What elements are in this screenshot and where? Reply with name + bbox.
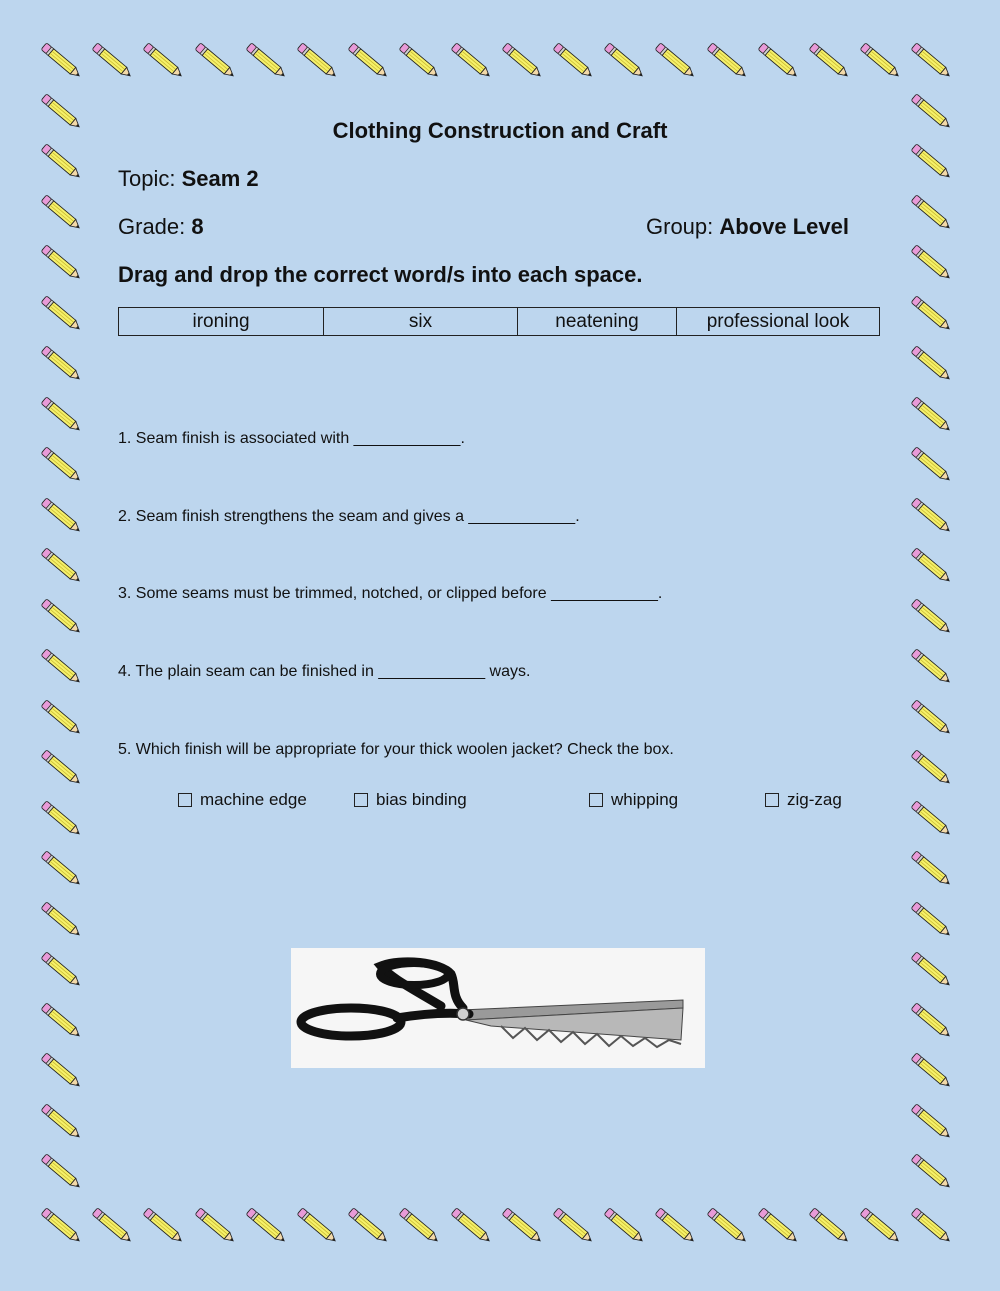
- option-label: zig-zag: [787, 790, 842, 809]
- grade-value: 8: [191, 214, 204, 239]
- pencil-icon: [757, 40, 809, 86]
- question-5: 5. Which finish will be appropriate for your thick woolen jacket? Check the box.: [118, 741, 674, 758]
- pencil-icon: [910, 545, 962, 591]
- pencil-icon: [910, 444, 962, 490]
- pencil-icon: [40, 1050, 92, 1096]
- pencil-icon: [603, 1205, 655, 1251]
- pencil-icon: [910, 1151, 962, 1197]
- pencil-icon: [347, 1205, 399, 1251]
- pencil-icon: [859, 40, 911, 86]
- pencil-icon: [910, 40, 962, 86]
- pencil-icon: [910, 899, 962, 945]
- pencil-icon: [398, 1205, 450, 1251]
- option-label: whipping: [611, 790, 679, 809]
- pencil-icon: [194, 1205, 246, 1251]
- pencil-icon: [40, 343, 92, 389]
- topic-value: Seam 2: [181, 166, 259, 191]
- pencil-icon: [40, 798, 92, 844]
- pencil-icon: [40, 848, 92, 894]
- pencil-icon: [40, 697, 92, 743]
- group-label: Group:: [646, 214, 714, 239]
- pencil-icon: [910, 646, 962, 692]
- group-value: Above Level: [719, 214, 849, 239]
- word-bank-item[interactable]: professional look: [677, 308, 880, 336]
- pencil-icon: [501, 40, 553, 86]
- pencil-icon: [40, 596, 92, 642]
- pencil-icon: [501, 1205, 553, 1251]
- pencil-icon: [40, 899, 92, 945]
- option-whipping[interactable]: [589, 790, 678, 810]
- pencil-icon: [40, 40, 92, 86]
- instruction: Drag and drop the correct word/s into each space.: [118, 262, 643, 287]
- grade-label: Grade:: [118, 214, 186, 239]
- pinking-shears-icon: [291, 948, 705, 1068]
- pencil-icon: [910, 596, 962, 642]
- pencil-icon: [40, 646, 92, 692]
- pencil-icon: [40, 141, 92, 187]
- pencil-icon: [296, 1205, 348, 1251]
- pencil-icon: [142, 1205, 194, 1251]
- pencil-icon: [40, 495, 92, 541]
- pencil-icon: [910, 848, 962, 894]
- option-zig-zag[interactable]: [765, 790, 842, 810]
- pencil-icon: [552, 40, 604, 86]
- pencil-icon: [450, 1205, 502, 1251]
- checkbox[interactable]: [589, 793, 603, 807]
- pencil-icon: [910, 343, 962, 389]
- checkbox[interactable]: [178, 793, 192, 807]
- pencil-icon: [398, 40, 450, 86]
- grade-line: [118, 214, 204, 240]
- pencil-icon: [910, 697, 962, 743]
- word-bank-item[interactable]: six: [324, 308, 518, 336]
- pencil-icon: [245, 1205, 297, 1251]
- pencil-icon: [91, 40, 143, 86]
- pencil-icon: [910, 192, 962, 238]
- pencil-icon: [245, 40, 297, 86]
- pencil-icon: [910, 394, 962, 440]
- pencil-icon: [910, 949, 962, 995]
- pencil-icon: [40, 1205, 92, 1251]
- option-label: machine edge: [200, 790, 307, 809]
- pencil-icon: [654, 40, 706, 86]
- page-title: Clothing Construction and Craft: [332, 118, 668, 143]
- pencil-icon: [450, 40, 502, 86]
- pencil-icon: [910, 495, 962, 541]
- pencil-icon: [40, 192, 92, 238]
- question-2[interactable]: 2. Seam finish strengthens the seam and gives a ____________.: [118, 508, 580, 525]
- pencil-icon: [40, 949, 92, 995]
- pencil-icon: [706, 1205, 758, 1251]
- pencil-icon: [706, 40, 758, 86]
- word-bank-item[interactable]: neatening: [518, 308, 677, 336]
- pencil-icon: [910, 1205, 962, 1251]
- pencil-icon: [910, 1050, 962, 1096]
- pencil-icon: [910, 1000, 962, 1046]
- pencil-icon: [91, 1205, 143, 1251]
- checkbox[interactable]: [354, 793, 368, 807]
- topic-label: Topic:: [118, 166, 176, 191]
- pencil-icon: [910, 747, 962, 793]
- group-line: [646, 214, 849, 240]
- question-4[interactable]: 4. The plain seam can be finished in ____________ ways.: [118, 663, 531, 680]
- checkbox[interactable]: [765, 793, 779, 807]
- pencil-icon: [40, 1101, 92, 1147]
- question-1[interactable]: 1. Seam finish is associated with ____________.: [118, 430, 465, 447]
- word-bank-item[interactable]: ironing: [119, 308, 324, 336]
- pencil-icon: [194, 40, 246, 86]
- option-machine-edge[interactable]: [178, 790, 307, 810]
- question-3[interactable]: 3. Some seams must be trimmed, notched, or clipped before ____________.: [118, 585, 663, 602]
- word-bank: [118, 307, 880, 336]
- pencil-icon: [40, 242, 92, 288]
- pencil-icon: [757, 1205, 809, 1251]
- pencil-icon: [808, 1205, 860, 1251]
- pencil-icon: [910, 141, 962, 187]
- pencil-icon: [603, 40, 655, 86]
- pencil-icon: [40, 747, 92, 793]
- pencil-icon: [910, 1101, 962, 1147]
- pencil-icon: [40, 444, 92, 490]
- pencil-icon: [910, 242, 962, 288]
- pencil-icon: [910, 798, 962, 844]
- pencil-icon: [552, 1205, 604, 1251]
- pencil-icon: [808, 40, 860, 86]
- pencil-icon: [40, 394, 92, 440]
- pencil-icon: [142, 40, 194, 86]
- pencil-icon: [40, 1151, 92, 1197]
- option-bias-binding[interactable]: [354, 790, 467, 810]
- pencil-icon: [654, 1205, 706, 1251]
- topic-line: [118, 166, 259, 192]
- pencil-icon: [910, 293, 962, 339]
- pencil-icon: [40, 545, 92, 591]
- pencil-icon: [296, 40, 348, 86]
- option-label: bias binding: [376, 790, 467, 809]
- pencil-icon: [40, 293, 92, 339]
- pencil-icon: [859, 1205, 911, 1251]
- pencil-icon: [347, 40, 399, 86]
- pencil-icon: [40, 1000, 92, 1046]
